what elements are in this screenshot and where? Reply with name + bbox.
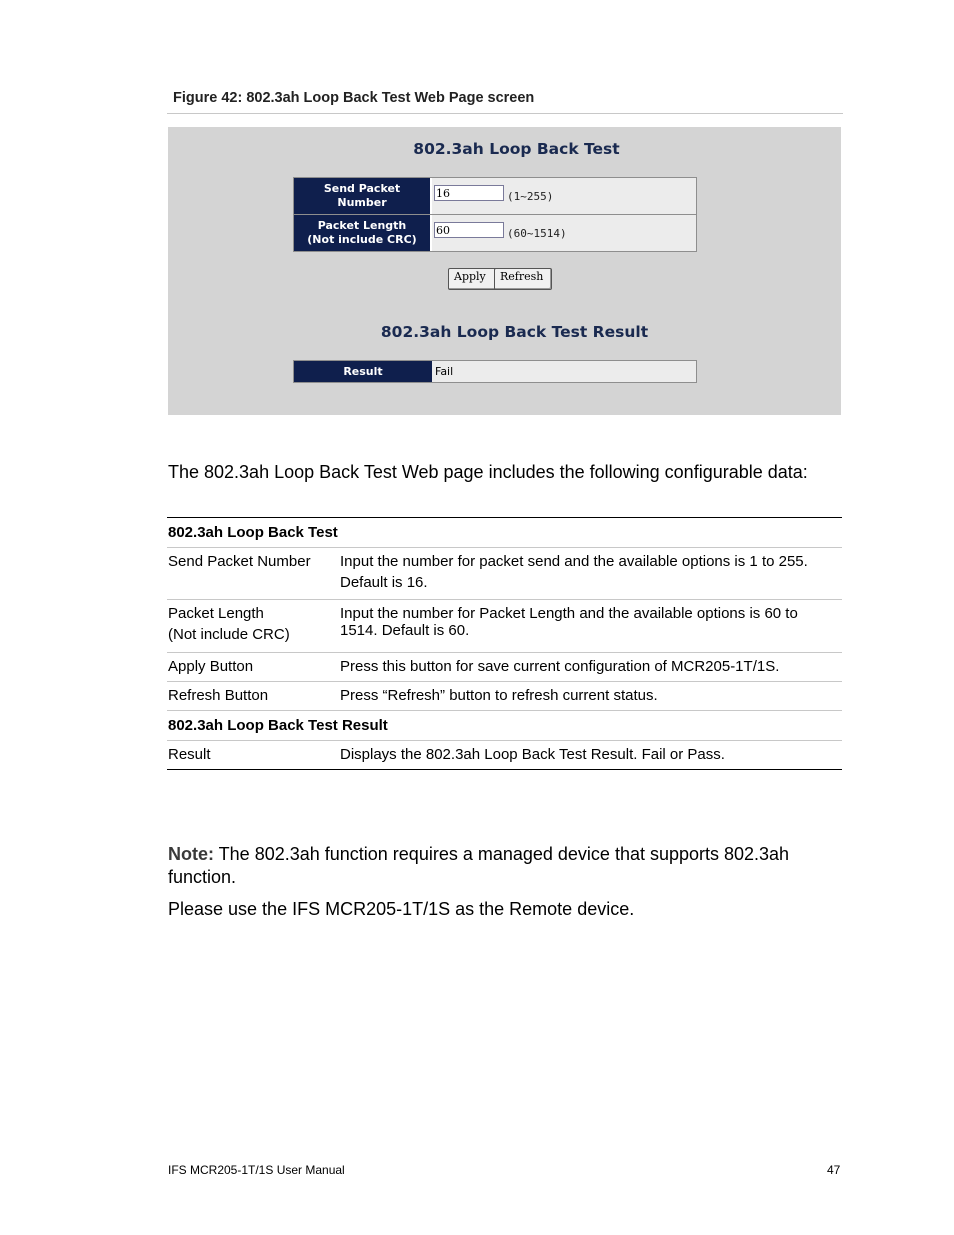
config-data-table [167, 517, 842, 770]
note-label: Note: [168, 844, 214, 864]
result-value: Fail [435, 365, 454, 378]
row-desc-line1: Input the number for Packet Length and the available options is 60 to [340, 605, 798, 622]
section-header-result: 802.3ah Loop Back Test Result [167, 711, 842, 741]
row-desc-line2: Default is 16. [340, 574, 428, 591]
send-packet-input[interactable]: 16 [434, 185, 504, 201]
apply-button[interactable]: Apply [448, 268, 498, 290]
row-desc [340, 548, 842, 599]
row-desc-line2: 1514. Default is 60. [340, 622, 470, 639]
table-row [167, 741, 842, 769]
table-row [167, 600, 842, 653]
send-packet-row [294, 178, 696, 215]
row-desc: Displays the 802.3ah Loop Back Test Result. Fail or Pass. [340, 746, 725, 763]
packet-length-label [294, 215, 432, 251]
intro-paragraph: The 802.3ah Loop Back Test Web page includes the following configurable data: [168, 462, 808, 482]
row-name: Apply Button [168, 658, 254, 675]
screenshot-panel [168, 127, 841, 415]
row-name: Result [168, 746, 211, 763]
send-packet-label-line2: Number [337, 196, 387, 209]
packet-length-input[interactable]: 60 [434, 222, 504, 238]
note-paragraph [168, 843, 848, 889]
loop-back-test-title: 802.3ah Loop Back Test [413, 140, 620, 158]
refresh-button[interactable]: Refresh [494, 268, 552, 290]
footer-manual-title: IFS MCR205-1T/1S User Manual [168, 1163, 345, 1177]
table-row [167, 548, 842, 600]
row-name-line2: (Not include CRC) [168, 626, 290, 643]
loop-back-form [293, 177, 697, 252]
packet-length-cell [432, 215, 696, 251]
packet-length-label-line1: Packet Length [317, 219, 407, 232]
result-table [293, 360, 697, 383]
row-desc [340, 600, 842, 652]
caption-divider [167, 113, 843, 114]
row-name [167, 600, 340, 652]
result-title: 802.3ah Loop Back Test Result [380, 323, 649, 341]
send-packet-label-line1: Send Packet [323, 182, 401, 195]
section-header-test: 802.3ah Loop Back Test [167, 518, 842, 548]
send-packet-label [294, 178, 432, 214]
packet-length-label-line2: (Not include CRC) [307, 233, 417, 246]
footer-page-number: 47 [827, 1163, 841, 1177]
row-desc: Press “Refresh” button to refresh current status. [340, 687, 658, 704]
send-packet-range: (1~255) [507, 190, 554, 203]
row-name: Refresh Button [168, 687, 269, 704]
packet-length-range: (60~1514) [507, 227, 567, 240]
table-row [167, 682, 842, 711]
row-desc-line1: Input the number for packet send and the available options is 1 to 255. [340, 553, 808, 570]
send-packet-cell [432, 178, 696, 214]
note-text: The 802.3ah function requires a managed device that supports 802.3ah function. [168, 844, 790, 887]
result-label: Result [294, 361, 432, 382]
table-row [167, 653, 842, 682]
figure-caption: Figure 42: 802.3ah Loop Back Test Web Page screen [173, 90, 535, 106]
row-desc: Press this button for save current configuration of MCR205-1T/1S. [340, 658, 780, 675]
packet-length-row [294, 215, 696, 251]
row-name-line1: Packet Length [168, 605, 264, 622]
row-name: Send Packet Number [168, 553, 311, 570]
note-remote-device: Please use the IFS MCR205-1T/1S as the Remote device. [168, 899, 635, 919]
